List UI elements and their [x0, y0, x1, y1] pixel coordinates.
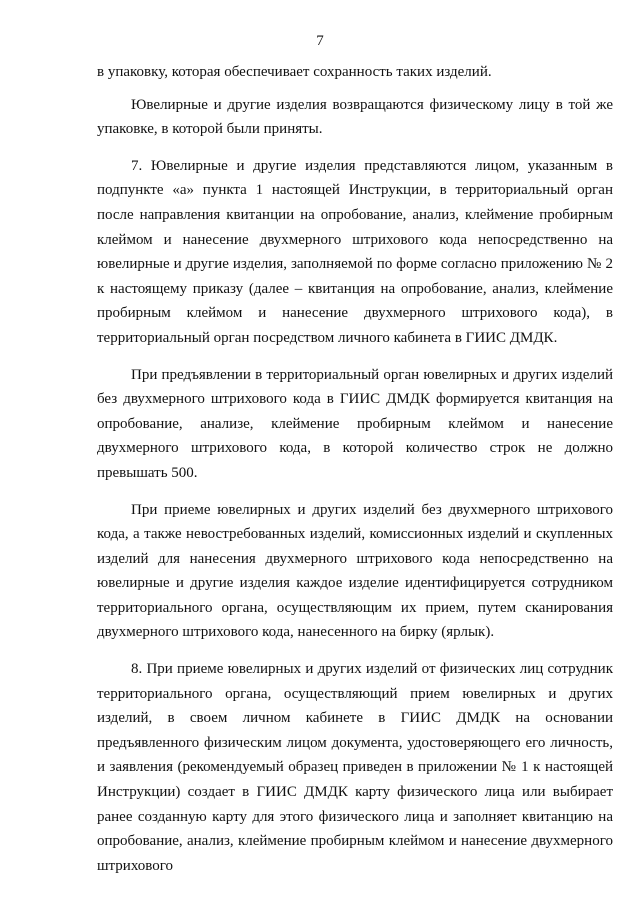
paragraph-item-8: 8. При приеме ювелирных и других изделий от физических лиц сотрудник территориального органа, осуществляющий прием ювелирных и других изделий, в своем личном кабинете в ГИИС ДМДК на основании предъявленного физическим лицом документа, удостоверяющего его личность, и заявления (рекомендуемый образец приведен в приложении № 1 к настоящей Инструкции) создает в ГИИС ДМДК карту физического лица или выбирает ранее созданную карту для этого физического лица и заполняет квитанцию на опробование, анализ, клеймение пробирным клеймом и нанесение двухмерного штрихового: [97, 661, 613, 874]
document-body: [97, 60, 613, 878]
paragraph-return-items: Ювелирные и другие изделия возвращаются физическому лицу в той же упаковке, в которой были приняты.: [97, 96, 613, 138]
page-number: 7: [316, 33, 324, 49]
paragraph-item-7: 7. Ювелирные и другие изделия представляются лицом, указанным в подпункте «а» пункта 1 настоящей Инструкции, в территориальный орган после направления квитанции на опробование, анализ, клеймение пробирным клеймом и нанесение двухмерного штрихового кода непосредственно на ювелирные и другие изделия, заполняемой по форме согласно приложению № 2 к настоящему приказу (далее – квитанция на опробование, анализ, клеймение пробирным клеймом и нанесение двухмерного штрихового кода), в территориальный орган посредством личного кабинета в ГИИС ДМДК.: [97, 157, 613, 346]
paragraph-continuation: в упаковку, которая обеспечивает сохранность таких изделий.: [97, 64, 492, 80]
paragraph-identification: При приеме ювелирных и других изделий без двухмерного штрихового кода, а также невостребованных изделий, комиссионных изделий и скупленных изделий для нанесения двухмерного штрихового кода непосредственно на ювелирные и другие изделия каждое изделие идентифицируется сотрудником территориального органа, осуществляющим их прием, путем сканирования двухмерного штрихового кода, нанесенного на бирку (ярлык).: [97, 501, 613, 641]
paragraph-presentation-without-code: При предъявлении в территориальный орган ювелирных и других изделий без двухмерного штрихового кода в ГИИС ДМДК формируется квитанция на опробование, анализе, клеймение пробирным клеймом и нанесение двухмерного штрихового кода, в которой количество строк не должно превышать 500.: [97, 366, 613, 481]
